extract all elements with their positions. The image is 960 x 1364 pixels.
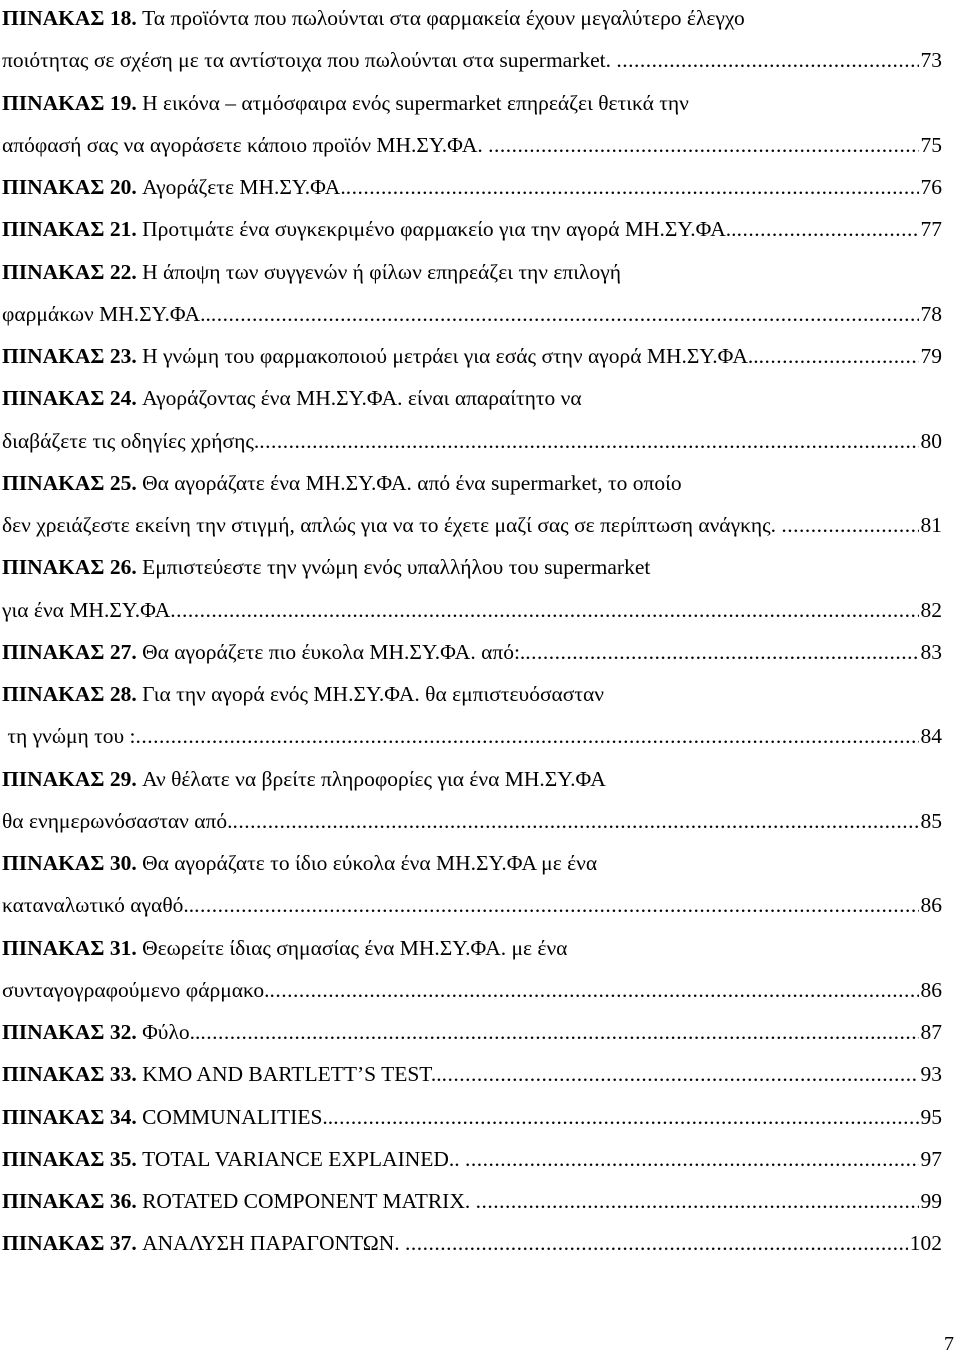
page-ref: 81 bbox=[920, 513, 942, 537]
table-title: Για την αγορά ενός ΜΗ.ΣΥ.ΦΑ. θα εμπιστευόσασταν bbox=[142, 682, 605, 706]
table-title: Θα αγοράζατε το ίδιο εύκολα ένα ΜΗ.ΣΥ.ΦΑ με ένα bbox=[142, 851, 598, 875]
table-label: ΠΙΝΑΚΑΣ 30. bbox=[2, 851, 137, 875]
dot-leader bbox=[616, 45, 918, 75]
dot-leader bbox=[233, 806, 919, 836]
toc-entry-line[interactable] bbox=[2, 1144, 942, 1174]
toc-entry-line[interactable] bbox=[2, 88, 942, 118]
dot-leader bbox=[194, 890, 918, 920]
table-label: ΠΙΝΑΚΑΣ 31. bbox=[2, 935, 137, 960]
table-title: δεν χρειάζεστε εκείνη την στιγμή, απλώς για να το έχετε μαζί σας σε περίπτωση ανάγκης. bbox=[2, 513, 782, 537]
table-label: ΠΙΝΑΚΑΣ 20. bbox=[2, 175, 137, 199]
dot-leader bbox=[170, 595, 918, 625]
table-label: ΠΙΝΑΚΑΣ 32. bbox=[2, 1020, 137, 1044]
table-title: Αν θέλατε να βρείτε πληροφορίες για ένα ΜΗ.ΣΥ.ΦΑ bbox=[142, 766, 606, 791]
table-title: καταναλωτικό αγαθό.. bbox=[2, 893, 195, 918]
page-ref: 76 bbox=[920, 175, 942, 199]
toc-entry-line[interactable] bbox=[2, 172, 942, 202]
toc-entry-line[interactable] bbox=[2, 552, 942, 582]
table-title: τη γνώμη του : bbox=[2, 724, 136, 749]
page-ref: 84 bbox=[920, 724, 942, 749]
toc-entry-line[interactable] bbox=[2, 468, 942, 498]
page-ref: 86 bbox=[920, 977, 942, 1002]
toc-entry-line[interactable] bbox=[2, 299, 942, 329]
table-title: Αγοράζετε ΜΗ.ΣΥ.ΦΑ. bbox=[142, 175, 346, 199]
dot-leader bbox=[270, 975, 919, 1005]
table-title: ποιότητας σε σχέση με τα αντίστοιχα που πωλούνται στα supermarket. bbox=[2, 48, 617, 73]
table-title: για ένα ΜΗ.ΣΥ.ΦΑ bbox=[2, 597, 171, 622]
dot-leader bbox=[525, 637, 918, 667]
table-title: Θα αγοράζετε πιο έυκολα ΜΗ.ΣΥ.ΦΑ. από:. bbox=[142, 639, 526, 664]
table-title: θα ενημερωνόσασταν από. bbox=[2, 808, 233, 833]
toc-entry-line[interactable] bbox=[2, 975, 942, 1005]
dot-leader bbox=[200, 1017, 918, 1047]
table-title: Η εικόνα – ατμόσφαιρα ενός supermarket επηρεάζει θετικά την bbox=[142, 90, 689, 115]
toc-entry-line[interactable] bbox=[2, 1017, 942, 1047]
page-ref: 86 bbox=[920, 893, 942, 918]
page-ref: 97 bbox=[920, 1146, 942, 1171]
table-title: Θεωρείτε ίδιας σημασίας ένα ΜΗ.ΣΥ.ΦΑ. με ένα bbox=[142, 935, 568, 960]
toc-entry-line[interactable] bbox=[2, 3, 942, 33]
table-title: ΑΝΑΛΥΣΗ ΠΑΡΑΓΟΝΤΩΝ. bbox=[142, 1231, 405, 1256]
table-title: φαρμάκων ΜΗ.ΣΥ.ΦΑ.. bbox=[2, 301, 211, 326]
table-label: ΠΙΝΑΚΑΣ 28. bbox=[2, 682, 137, 706]
table-label: ΠΙΝΑΚΑΣ 33. bbox=[2, 1062, 137, 1087]
page-ref: 87 bbox=[920, 1020, 942, 1044]
dot-leader bbox=[488, 130, 918, 160]
table-label: ΠΙΝΑΚΑΣ 27. bbox=[2, 639, 137, 664]
table-label: ΠΙΝΑΚΑΣ 19. bbox=[2, 90, 137, 115]
page-ref: 82 bbox=[920, 597, 942, 622]
toc-entry-line[interactable] bbox=[2, 764, 942, 794]
toc-entry-line[interactable] bbox=[2, 721, 942, 751]
page-ref: 99 bbox=[920, 1189, 942, 1213]
toc-entry-line[interactable] bbox=[2, 257, 942, 287]
toc-entry-line[interactable] bbox=[2, 45, 942, 75]
table-title: Εμπιστεύεστε την γνώμη ενός υπαλλήλου του supermarket bbox=[142, 555, 651, 580]
table-label: ΠΙΝΑΚΑΣ 25. bbox=[2, 470, 137, 495]
page-ref: 102 bbox=[909, 1231, 942, 1256]
page-number: 7 bbox=[944, 1333, 954, 1355]
toc-entry-line[interactable] bbox=[2, 890, 942, 920]
toc-entry-line[interactable] bbox=[2, 1228, 942, 1258]
dot-leader bbox=[211, 299, 919, 329]
dot-leader bbox=[759, 341, 919, 371]
table-label: ΠΙΝΑΚΑΣ 21. bbox=[2, 217, 137, 242]
table-title: KMO AND BARTLETT’S TEST.. bbox=[142, 1062, 442, 1087]
table-title: Η άποψη των συγγενών ή φίλων επηρεάζει την επιλογή bbox=[142, 259, 621, 284]
table-title: Η γνώμη του φαρμακοποιού μετράει για εσάς στην αγορά ΜΗ.ΣΥ.ΦΑ.. bbox=[142, 344, 759, 368]
table-title: Φύλο.. bbox=[142, 1020, 201, 1044]
page-ref: 73 bbox=[920, 48, 942, 73]
table-title: ROTATED COMPONENT MATRIX. bbox=[142, 1189, 476, 1213]
table-title: Προτιμάτε ένα συγκεκριμένο φαρμακείο για την αγορά ΜΗ.ΣΥ.ΦΑ.. bbox=[142, 217, 737, 242]
toc-entry-line[interactable] bbox=[2, 637, 942, 667]
page-ref: 95 bbox=[920, 1104, 942, 1129]
toc-entry-line[interactable] bbox=[2, 1059, 942, 1089]
table-title: απόφασή σας να αγοράσετε κάποιο προϊόν ΜΗ.ΣΥ.ΦΑ. bbox=[2, 132, 489, 157]
table-label: ΠΙΝΑΚΑΣ 36. bbox=[2, 1189, 137, 1213]
table-title: συνταγογραφούμενο φάρμακο. bbox=[2, 977, 270, 1002]
toc-entry-line[interactable] bbox=[2, 341, 942, 371]
table-label: ΠΙΝΑΚΑΣ 34. bbox=[2, 1104, 137, 1129]
dot-leader bbox=[405, 1228, 908, 1258]
dot-leader bbox=[259, 426, 918, 456]
table-label: ΠΙΝΑΚΑΣ 24. bbox=[2, 386, 137, 411]
table-title: Τα προϊόντα που πωλούνται στα φαρμακεία έχουν μεγαλύτερο έλεγχο bbox=[142, 6, 745, 30]
dot-leader bbox=[333, 1102, 918, 1132]
table-label: ΠΙΝΑΚΑΣ 29. bbox=[2, 766, 137, 791]
toc-entry-line[interactable] bbox=[2, 1102, 942, 1132]
dot-leader bbox=[781, 510, 918, 540]
page-ref: 80 bbox=[920, 428, 942, 453]
page-ref: 85 bbox=[920, 808, 942, 833]
table-label: ΠΙΝΑΚΑΣ 26. bbox=[2, 555, 137, 580]
table-title: διαβάζετε τις οδηγίες χρήσης. bbox=[2, 428, 260, 453]
toc-entry-line[interactable] bbox=[2, 933, 942, 963]
table-label: ΠΙΝΑΚΑΣ 35. bbox=[2, 1146, 137, 1171]
table-title: TOTAL VARIANCE EXPLAINED.. bbox=[142, 1146, 466, 1171]
toc-entry-line[interactable] bbox=[2, 130, 942, 160]
page-ref: 77 bbox=[920, 217, 942, 242]
toc-entry-line[interactable] bbox=[2, 510, 942, 540]
table-label: ΠΙΝΑΚΑΣ 18. bbox=[2, 6, 137, 30]
toc-entry-line[interactable] bbox=[2, 848, 942, 878]
toc-entry-line[interactable] bbox=[2, 426, 942, 456]
toc-entry-line[interactable] bbox=[2, 214, 942, 244]
table-title: Αγοράζοντας ένα ΜΗ.ΣΥ.ΦΑ. είναι απαραίτητο να bbox=[142, 386, 582, 411]
dot-leader bbox=[442, 1059, 919, 1089]
table-label: ΠΙΝΑΚΑΣ 22. bbox=[2, 259, 137, 284]
page-ref: 78 bbox=[920, 301, 942, 326]
dot-leader bbox=[136, 721, 919, 751]
toc-entry-line[interactable] bbox=[2, 595, 942, 625]
page-ref: 83 bbox=[920, 639, 942, 664]
page-ref: 79 bbox=[920, 344, 942, 368]
page-ref: 93 bbox=[920, 1062, 942, 1087]
table-title: COMMUNALITIES.. bbox=[142, 1104, 334, 1129]
toc-entry-line[interactable] bbox=[2, 1186, 942, 1216]
dot-leader bbox=[346, 172, 919, 202]
page-ref: 75 bbox=[920, 132, 942, 157]
dot-leader bbox=[476, 1186, 919, 1216]
table-label: ΠΙΝΑΚΑΣ 23. bbox=[2, 344, 137, 368]
toc-entry-line[interactable] bbox=[2, 679, 942, 709]
dot-leader bbox=[737, 214, 919, 244]
toc-entry-line[interactable] bbox=[2, 383, 942, 413]
toc-entry-line[interactable] bbox=[2, 806, 942, 836]
table-label: ΠΙΝΑΚΑΣ 37. bbox=[2, 1231, 137, 1256]
table-title: Θα αγοράζατε ένα ΜΗ.ΣΥ.ΦΑ. από ένα supermarket, το οποίο bbox=[142, 470, 682, 495]
dot-leader bbox=[465, 1144, 918, 1174]
